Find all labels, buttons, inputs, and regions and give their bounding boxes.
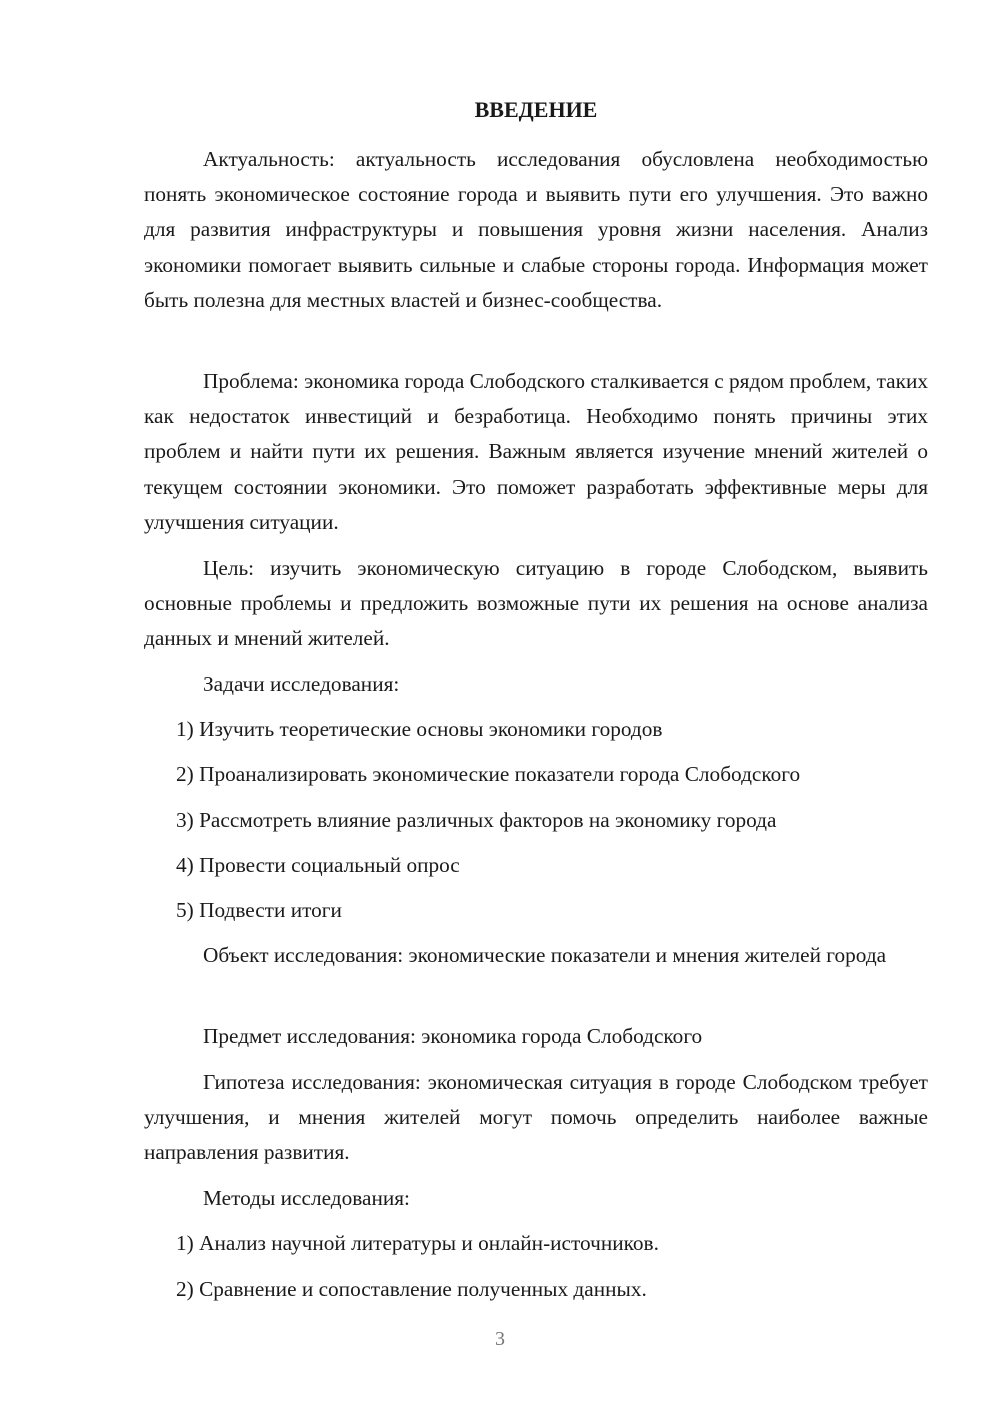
paragraph-goal: Цель: изучить экономическую ситуацию в городе Слободском, выявить основные проблемы и предложить возможные пути их решения на основе анализа данных и мнений жителей.	[144, 556, 928, 651]
task-item: 3) Рассмотреть влияние различных факторов на экономику города	[176, 808, 777, 832]
paragraph-problem: Проблема: экономика города Слободского сталкивается с рядом проблем, таких как недостаток инвестиций и безработица. Необходимо понять причины этих проблем и найти пути их решения. Важным является изучение мнений жителей о текущем состоянии экономики. Это поможет разработать эффективные меры для улучшения ситуации.	[144, 369, 928, 534]
method-item: 2) Сравнение и сопоставление полученных данных.	[176, 1277, 647, 1301]
page-title: ВВЕДЕНИЕ	[474, 97, 598, 122]
paragraph-hypothesis: Гипотеза исследования: экономическая ситуация в городе Слободском требует улучшения, и мнения жителей могут помочь определить наиболее важные направления развития.	[144, 1070, 928, 1165]
paragraph-object: Объект исследования: экономические показатели и мнения жителей города	[203, 943, 887, 967]
method-item: 1) Анализ научной литературы и онлайн-источников.	[176, 1231, 659, 1255]
paragraph-subject: Предмет исследования: экономика города Слободского	[203, 1024, 703, 1048]
task-item: 2) Проанализировать экономические показатели города Слободского	[176, 762, 801, 786]
methods-heading: Методы исследования:	[203, 1186, 410, 1210]
task-item: 1) Изучить теоретические основы экономики городов	[176, 717, 663, 741]
tasks-heading: Задачи исследования:	[203, 672, 400, 696]
paragraph-relevance: Актуальность: актуальность исследования обусловлена необходимостью понять экономическое состояние города и выявить пути его улучшения. Это важно для развития инфраструктуры и повышения уровня жизни населения. Анализ экономики помогает выявить сильные и слабые стороны города. Информация может быть полезна для местных властей и бизнес-сообщества.	[144, 147, 928, 312]
task-item: 4) Провести социальный опрос	[176, 853, 460, 877]
task-item: 5) Подвести итоги	[176, 898, 342, 922]
page-number: 3	[495, 1328, 505, 1350]
